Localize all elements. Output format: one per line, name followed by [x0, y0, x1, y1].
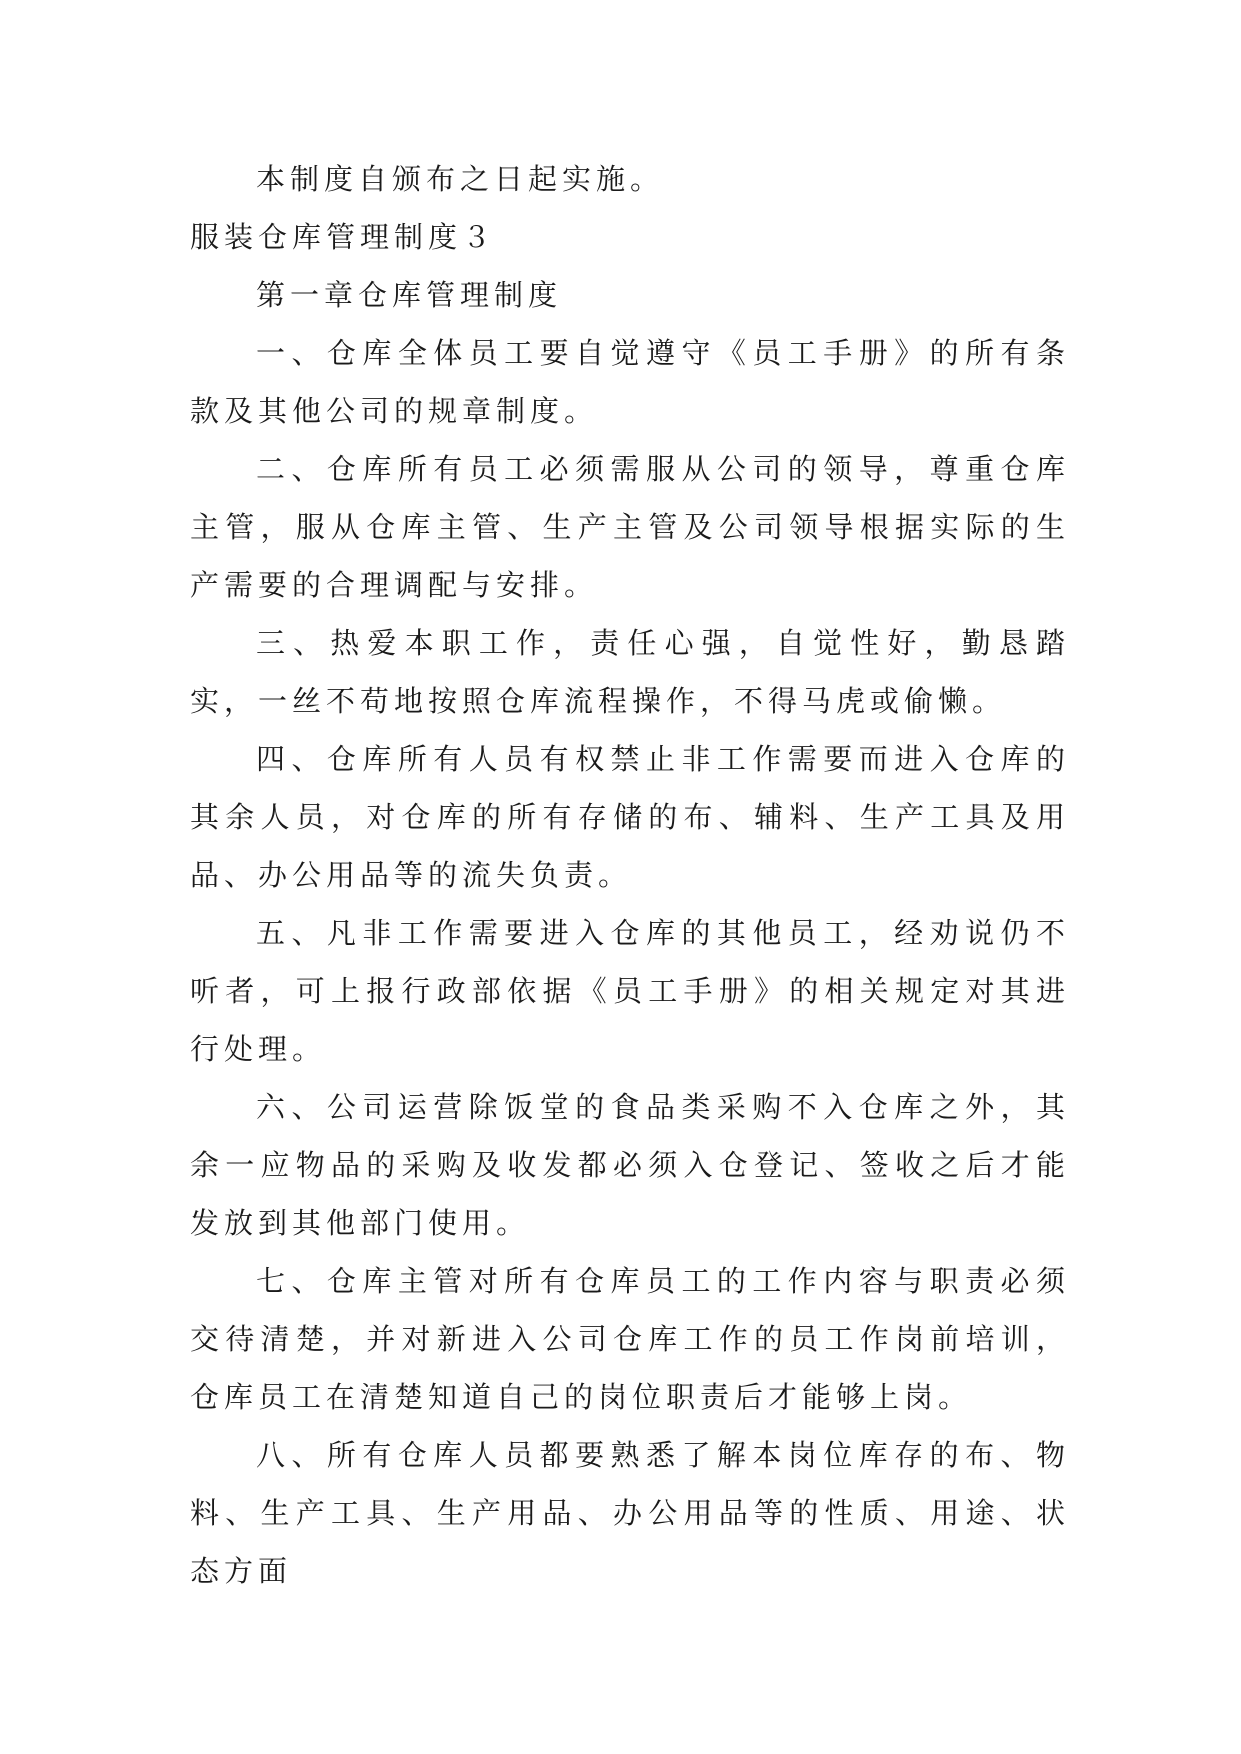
- section-title: 服装仓库管理制度３: [190, 220, 497, 254]
- document-body: [190, 150, 1070, 1600]
- paragraph-item-3: 三、热爱本职工作，责任心强，自觉性好，勤恳踏实，一丝不苟地按照仓库流程操作，不得马虎或偷懒。: [190, 626, 1070, 718]
- paragraph-item-5: 五、凡非工作需要进入仓库的其他员工，经劝说仍不听者，可上报行政部依据《员工手册》的相关规定对其进行处理。: [190, 916, 1070, 1066]
- paragraph-effective-date: 本制度自颁布之日起实施。: [256, 162, 665, 196]
- paragraph-item-4: 四、仓库所有人员有权禁止非工作需要而进入仓库的其余人员，对仓库的所有存储的布、辅料、生产工具及用品、办公用品等的流失负责。: [190, 742, 1070, 892]
- paragraph-item-1: 一、仓库全体员工要自觉遵守《员工手册》的所有条款及其他公司的规章制度。: [190, 336, 1070, 428]
- paragraph-item-2: 二、仓库所有员工必须需服从公司的领导，尊重仓库主管，服从仓库主管、生产主管及公司领导根据实际的生产需要的合理调配与安排。: [190, 452, 1070, 602]
- paragraph-item-8: 八、所有仓库人员都要熟悉了解本岗位库存的布、物料、生产工具、生产用品、办公用品等的性质、用途、状态方面: [190, 1438, 1070, 1588]
- paragraph-item-7: 七、仓库主管对所有仓库员工的工作内容与职责必须交待清楚，并对新进入公司仓库工作的员工作岗前培训，仓库员工在清楚知道自己的岗位职责后才能够上岗。: [190, 1264, 1070, 1414]
- paragraph-item-6: 六、公司运营除饭堂的食品类采购不入仓库之外，其余一应物品的采购及收发都必须入仓登记、签收之后才能发放到其他部门使用。: [190, 1090, 1070, 1240]
- chapter-title: 第一章仓库管理制度: [256, 278, 563, 312]
